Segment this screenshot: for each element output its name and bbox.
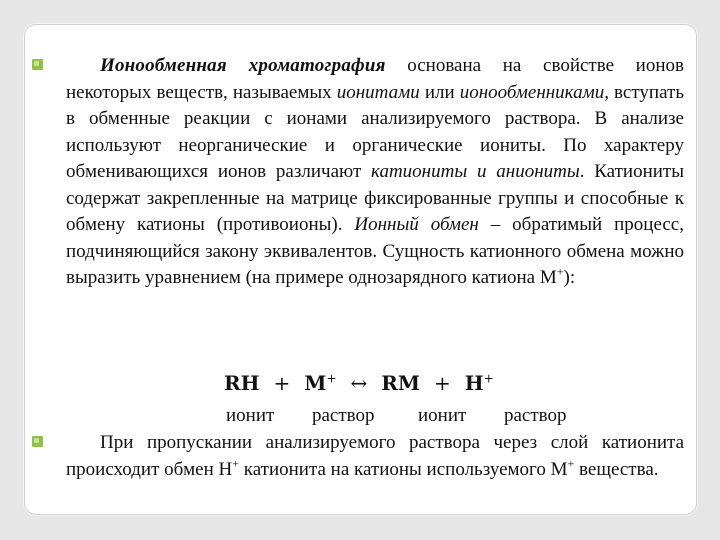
term-cation-anion: катиониты и аниониты xyxy=(371,161,580,182)
text-segment: или xyxy=(419,81,460,103)
text-segment: вещества. xyxy=(574,458,659,480)
paragraph-cation-exchange xyxy=(66,430,684,483)
label-solution: раствор xyxy=(312,405,375,426)
label-ionite: ионит xyxy=(418,405,467,426)
term-ion-exchange-process: Ионный обмен xyxy=(354,214,479,235)
text-segment: , вступать в обменные реакции с ионами анализируемого раствора. В анализе используют неорганические и органические иониты. По характеру обменивающихся ионов различают xyxy=(66,81,684,182)
text-segment: катионита на катионы используемого М xyxy=(239,458,568,480)
eq-arrow: ↔ xyxy=(350,371,368,395)
term-ionites: ионитами xyxy=(336,81,420,103)
term-ion-exchangers: ионообменниками xyxy=(459,81,605,103)
bullet-icon xyxy=(32,59,43,70)
text-segment: ): xyxy=(563,267,576,288)
superscript: + xyxy=(556,264,564,279)
slide-content xyxy=(66,53,684,480)
text-segment: – обратимый процесс, подчиняющийся закону эквивалентов. Сущность катионного обмена можно выразить уравнением (на примере однозарядного катиона М xyxy=(66,214,684,288)
eq-h: H xyxy=(464,371,484,395)
text-segment: основана на свойстве ионов некоторых веществ, называемых xyxy=(66,55,684,103)
eq-rh: RH xyxy=(224,371,260,395)
slide-panel xyxy=(24,24,697,515)
label-ionite: ионит xyxy=(226,405,275,426)
superscript: + xyxy=(567,456,575,471)
eq-h-charge: + xyxy=(483,371,494,386)
bullet-icon xyxy=(32,436,43,447)
paragraph-ion-exchange xyxy=(66,53,684,292)
superscript: + xyxy=(232,456,239,471)
eq-m: M xyxy=(304,371,327,395)
eq-plus: + xyxy=(273,371,291,395)
equation-labels xyxy=(226,403,567,429)
exchange-equation xyxy=(224,370,494,396)
eq-rm: RM xyxy=(381,371,421,395)
eq-plus: + xyxy=(434,371,451,395)
eq-m-charge: + xyxy=(326,371,337,386)
term-ion-exchange: Ионообменная хроматография xyxy=(100,55,386,76)
text-segment: При пропускании анализируемого раствора через слой катионита происходит обмен Н xyxy=(66,432,684,480)
label-solution: раствор xyxy=(504,405,567,426)
text-segment: . Катиониты содержат закрепленные на матрице фиксированные группы и способные к обмену катионы (противоионы). xyxy=(66,161,684,235)
